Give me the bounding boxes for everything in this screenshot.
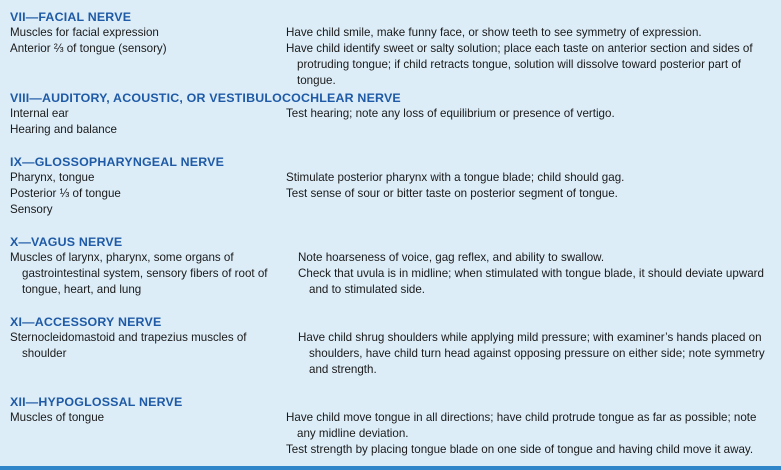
table-row: [10, 106, 775, 122]
bottom-divider: [0, 466, 781, 470]
structure-cell: Muscles of tongue: [10, 411, 105, 424]
structure-cell: Anterior ⅔ of tongue (sensory): [10, 42, 167, 55]
assessment-text: Have child shrug shoulders while applying mild pressure; with examiner’s hands placed on shoulders, have child turn head against opposing pressure on either side; note symmetry and strength.: [298, 331, 765, 376]
assessment-text: Note hoarseness of voice, gag reflex, and ability to swallow.: [298, 251, 605, 264]
assessment-text: Test hearing; note any loss of equilibrium or presence of vertigo.: [286, 107, 615, 120]
section-accessory-nerve: [10, 314, 775, 378]
assessment-cell: [286, 186, 775, 202]
structure-cell: Sensory: [10, 203, 53, 216]
section-hypoglossal-nerve: [10, 394, 775, 458]
table-row: [10, 122, 775, 138]
table-row: [10, 186, 775, 202]
structure-cell: Internal ear: [10, 107, 69, 120]
structure-cell: Posterior ⅓ of tongue: [10, 187, 121, 200]
table-row: [10, 41, 775, 89]
section-glossopharyngeal-nerve: [10, 154, 775, 218]
table-row: [10, 170, 775, 186]
assessment-text: Stimulate posterior pharynx with a tongue blade; child should gag.: [286, 171, 625, 184]
assessment-cell: [286, 25, 775, 41]
assessment-text: Test sense of sour or bitter taste on posterior segment of tongue.: [286, 187, 618, 200]
table-row: [10, 25, 775, 41]
section-auditory-nerve: [10, 90, 775, 138]
structure-cell: Muscles of larynx, pharynx, some organs of gastrointestinal system, sensory fibers of root of tongue, heart, and lung: [10, 251, 268, 296]
assessment-text: Have child identify sweet or salty solution; place each taste on anterior section and sides of protruding tongue; if child retracts tongue, solution will dissolve toward posterior part of tongue.: [286, 42, 753, 87]
table-row: [10, 250, 775, 298]
section-heading: XII—HYPOGLOSSAL NERVE: [10, 395, 183, 409]
section-vagus-nerve: [10, 234, 775, 298]
structure-cell: Pharynx, tongue: [10, 171, 95, 184]
structure-cell: Muscles for facial expression: [10, 26, 159, 39]
assessment-cell: [298, 250, 775, 298]
table-row: [10, 410, 775, 458]
assessment-cell: [286, 41, 775, 89]
table-row: [10, 202, 775, 218]
assessment-cell: [298, 330, 775, 378]
section-heading: IX—GLOSSOPHARYNGEAL NERVE: [10, 155, 225, 169]
assessment-cell: [286, 106, 775, 122]
assessment-text: Have child move tongue in all directions; have child protrude tongue as far as possible; note any midline deviation.: [286, 411, 757, 440]
structure-cell: Sternocleidomastoid and trapezius muscles of shoulder: [10, 331, 247, 360]
section-heading: VII—FACIAL NERVE: [10, 10, 132, 24]
assessment-text: Have child smile, make funny face, or show teeth to see symmetry of expression.: [286, 26, 702, 39]
assessment-cell: [286, 170, 775, 186]
section-heading: X—VAGUS NERVE: [10, 235, 123, 249]
structure-cell: Hearing and balance: [10, 123, 117, 136]
assessment-text: Test strength by placing tongue blade on one side of tongue and having child move it away.: [286, 443, 754, 456]
assessment-text: Check that uvula is in midline; when stimulated with tongue blade, it should deviate upward and to stimulated side.: [298, 267, 764, 296]
section-heading: VIII—AUDITORY, ACOUSTIC, OR VESTIBULOCOCHLEAR NERVE: [10, 91, 401, 105]
table-row: [10, 330, 775, 378]
assessment-cell: [286, 410, 775, 458]
section-facial-nerve: [10, 9, 775, 89]
section-heading: XI—ACCESSORY NERVE: [10, 315, 162, 329]
